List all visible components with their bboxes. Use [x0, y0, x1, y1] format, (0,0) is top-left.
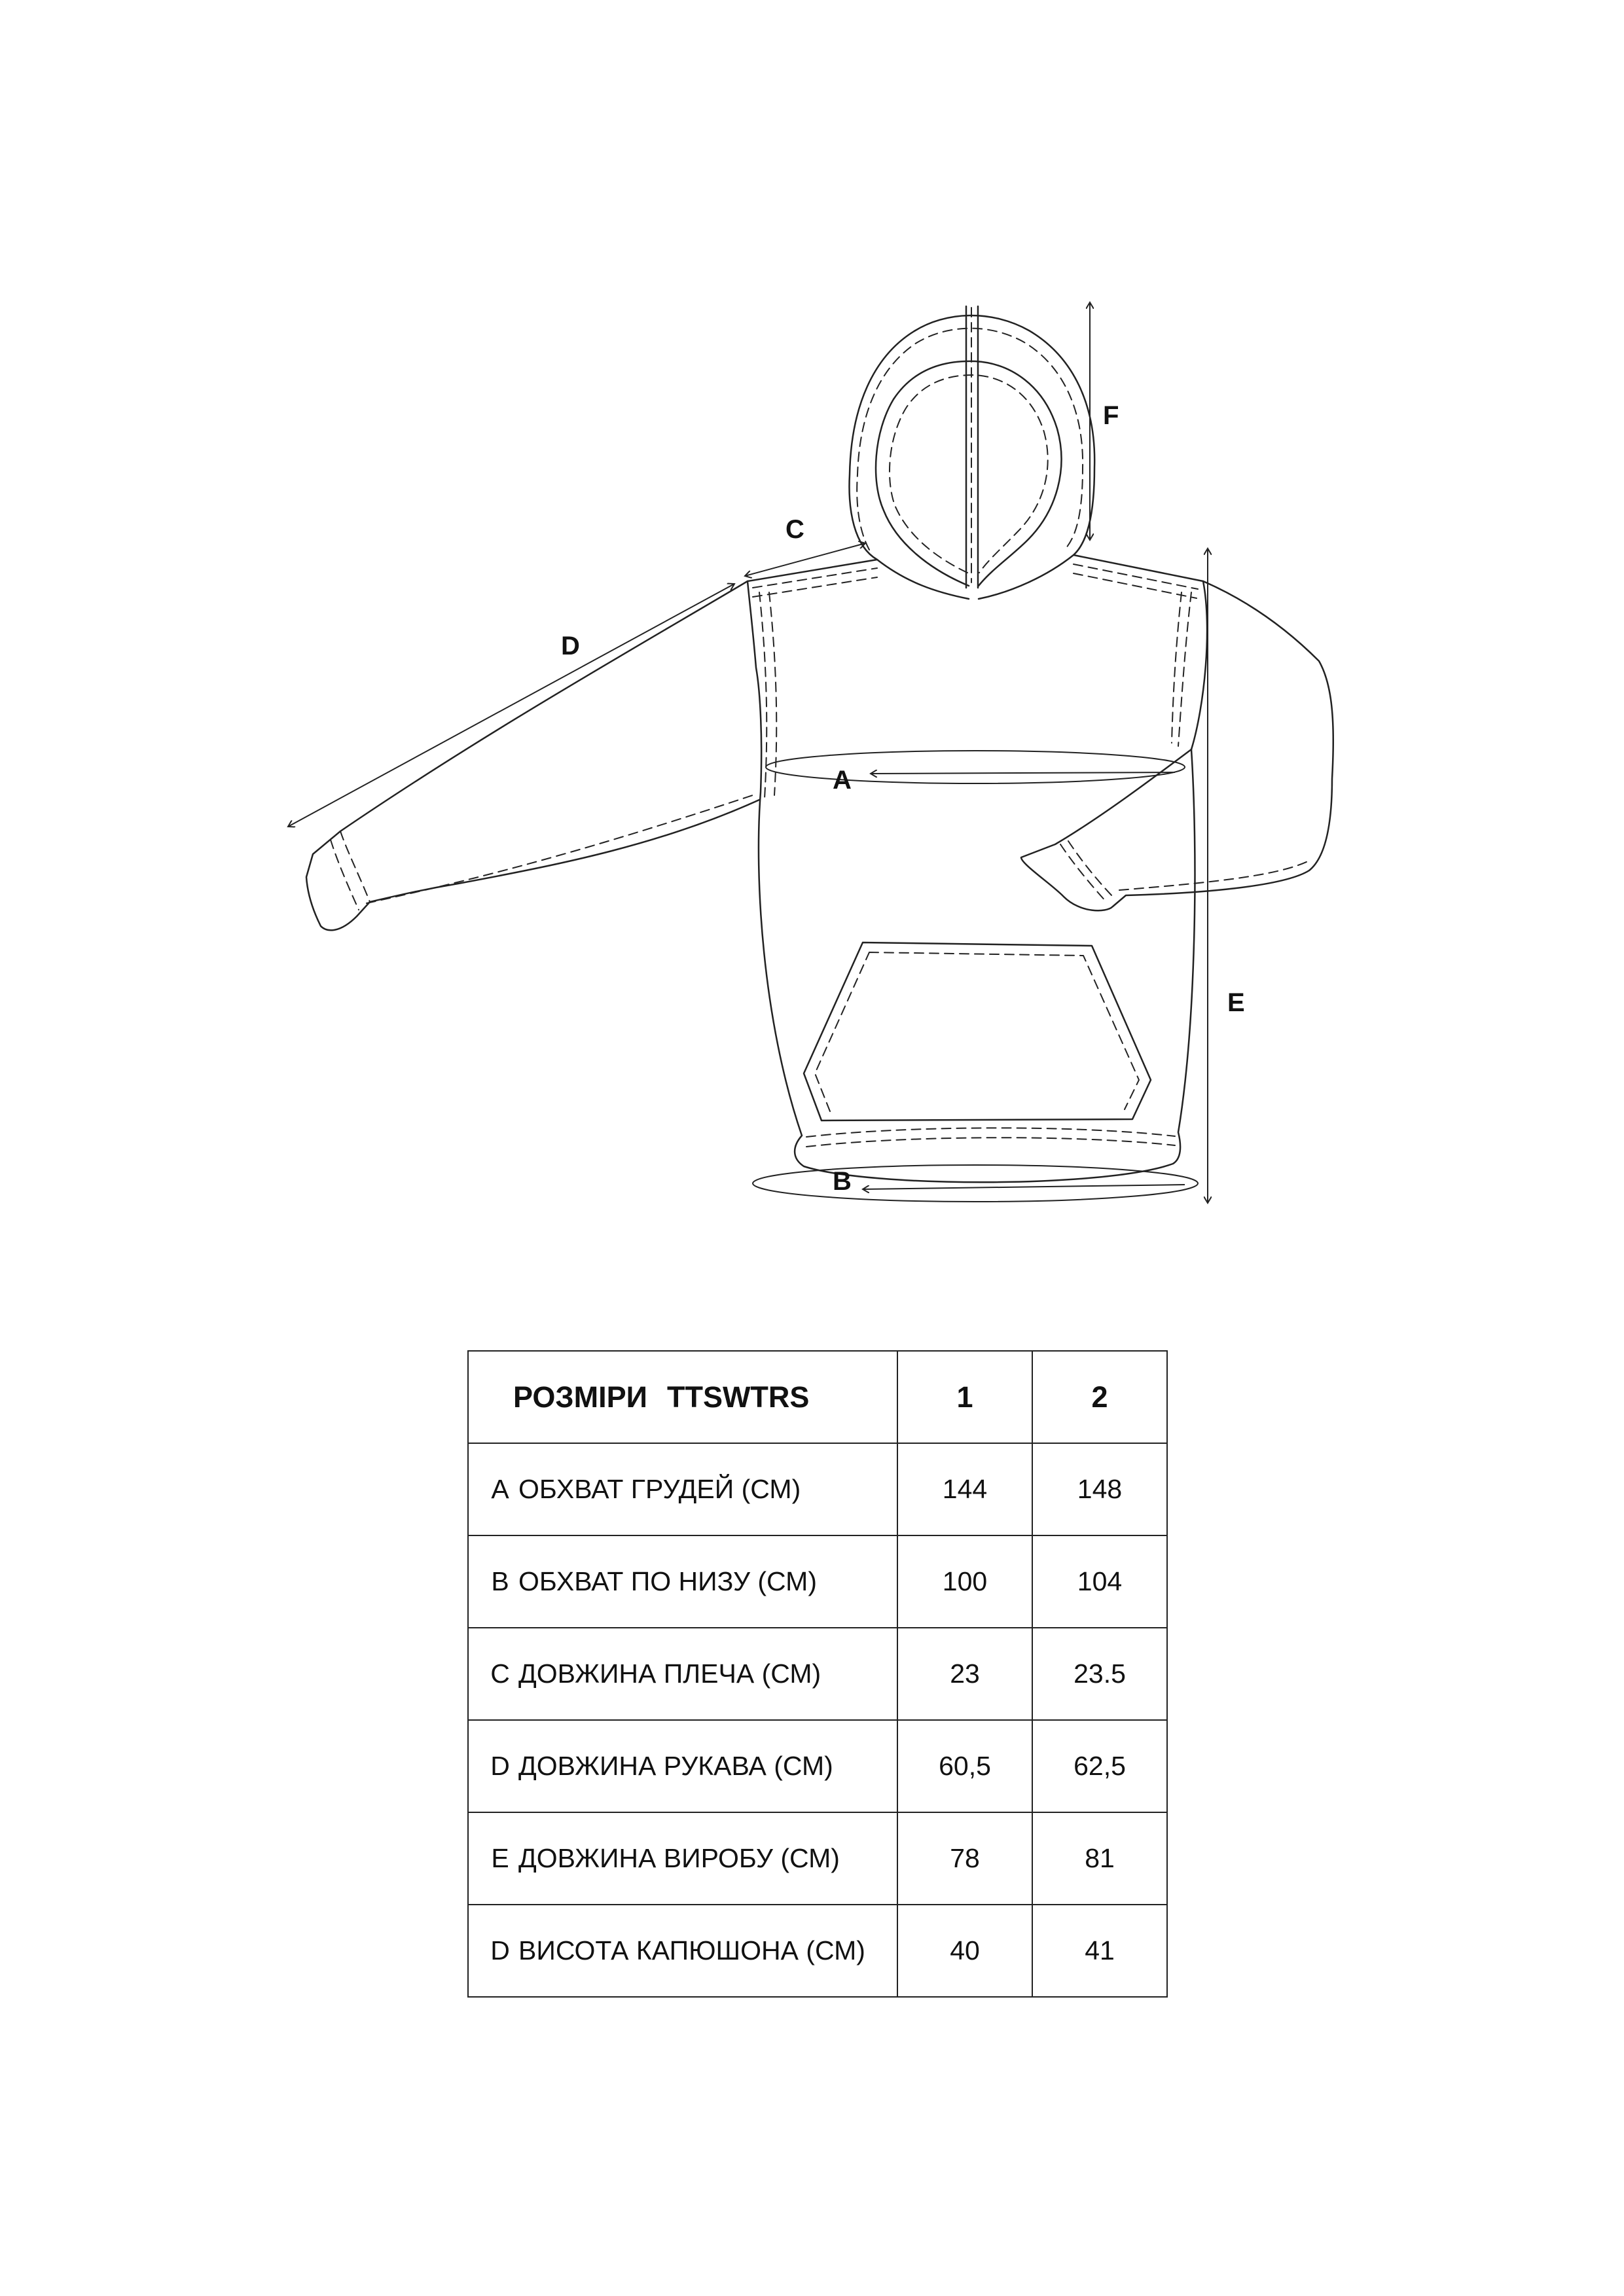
label-d: D: [561, 632, 580, 660]
row-letter: A: [491, 1474, 509, 1504]
row-value-size-1: 100: [897, 1535, 1032, 1628]
label-b: B: [833, 1167, 852, 1196]
label-f: F: [1103, 401, 1119, 430]
table-row: [468, 1443, 1167, 1535]
row-label: ДОВЖИНА ПЛЕЧА (СМ): [518, 1659, 821, 1689]
label-a: A: [833, 766, 852, 795]
table-title-cell: [468, 1351, 897, 1443]
label-c: C: [785, 515, 804, 544]
row-label: ОБХВАТ ГРУДЕЙ (СМ): [518, 1474, 801, 1504]
row-label: ДОВЖИНА ВИРОБУ (СМ): [518, 1843, 840, 1873]
row-letter: D: [490, 1751, 510, 1781]
size-header-2: 2: [1032, 1351, 1167, 1443]
row-value-size-2: 81: [1032, 1812, 1167, 1905]
measure-a-ellipse: [766, 751, 1185, 783]
measure-d-line: [288, 584, 734, 827]
label-e: E: [1227, 988, 1245, 1017]
table-title: РОЗМІРИ: [513, 1380, 647, 1414]
kangaroo-pocket: [804, 942, 1151, 1121]
row-label: ВИСОТА КАПЮШОНА (СМ): [518, 1935, 865, 1965]
size-chart-table: [467, 1350, 1168, 1998]
row-value-size-2: 41: [1032, 1905, 1167, 1997]
row-value-size-1: 40: [897, 1905, 1032, 1997]
table-code: TTSWTRS: [666, 1380, 810, 1414]
row-value-size-2: 62,5: [1032, 1720, 1167, 1812]
row-value-size-2: 104: [1032, 1535, 1167, 1628]
table-row: [468, 1628, 1167, 1720]
row-value-size-2: 148: [1032, 1443, 1167, 1535]
table-row: [468, 1905, 1167, 1997]
body-outline: [748, 555, 1207, 1182]
left-sleeve: [306, 581, 759, 930]
row-letter: B: [491, 1566, 509, 1596]
table-row: [468, 1720, 1167, 1812]
hood-inner-opening: [876, 361, 1061, 586]
table-header-row: [468, 1351, 1167, 1443]
row-value-size-1: 78: [897, 1812, 1032, 1905]
row-value-size-1: 23: [897, 1628, 1032, 1720]
row-letter: D: [490, 1935, 510, 1965]
table-row: [468, 1535, 1167, 1628]
row-label: ДОВЖИНА РУКАВА (СМ): [518, 1751, 833, 1781]
row-value-size-2: 23.5: [1032, 1628, 1167, 1720]
measure-b-ellipse: [753, 1165, 1198, 1202]
table-row: [468, 1812, 1167, 1905]
row-value-size-1: 144: [897, 1443, 1032, 1535]
row-label: ОБХВАТ ПО НИЗУ (СМ): [518, 1566, 817, 1596]
size-header-1: 1: [897, 1351, 1032, 1443]
row-value-size-1: 60,5: [897, 1720, 1032, 1812]
row-letter: E: [491, 1843, 509, 1873]
row-letter: C: [490, 1659, 510, 1689]
